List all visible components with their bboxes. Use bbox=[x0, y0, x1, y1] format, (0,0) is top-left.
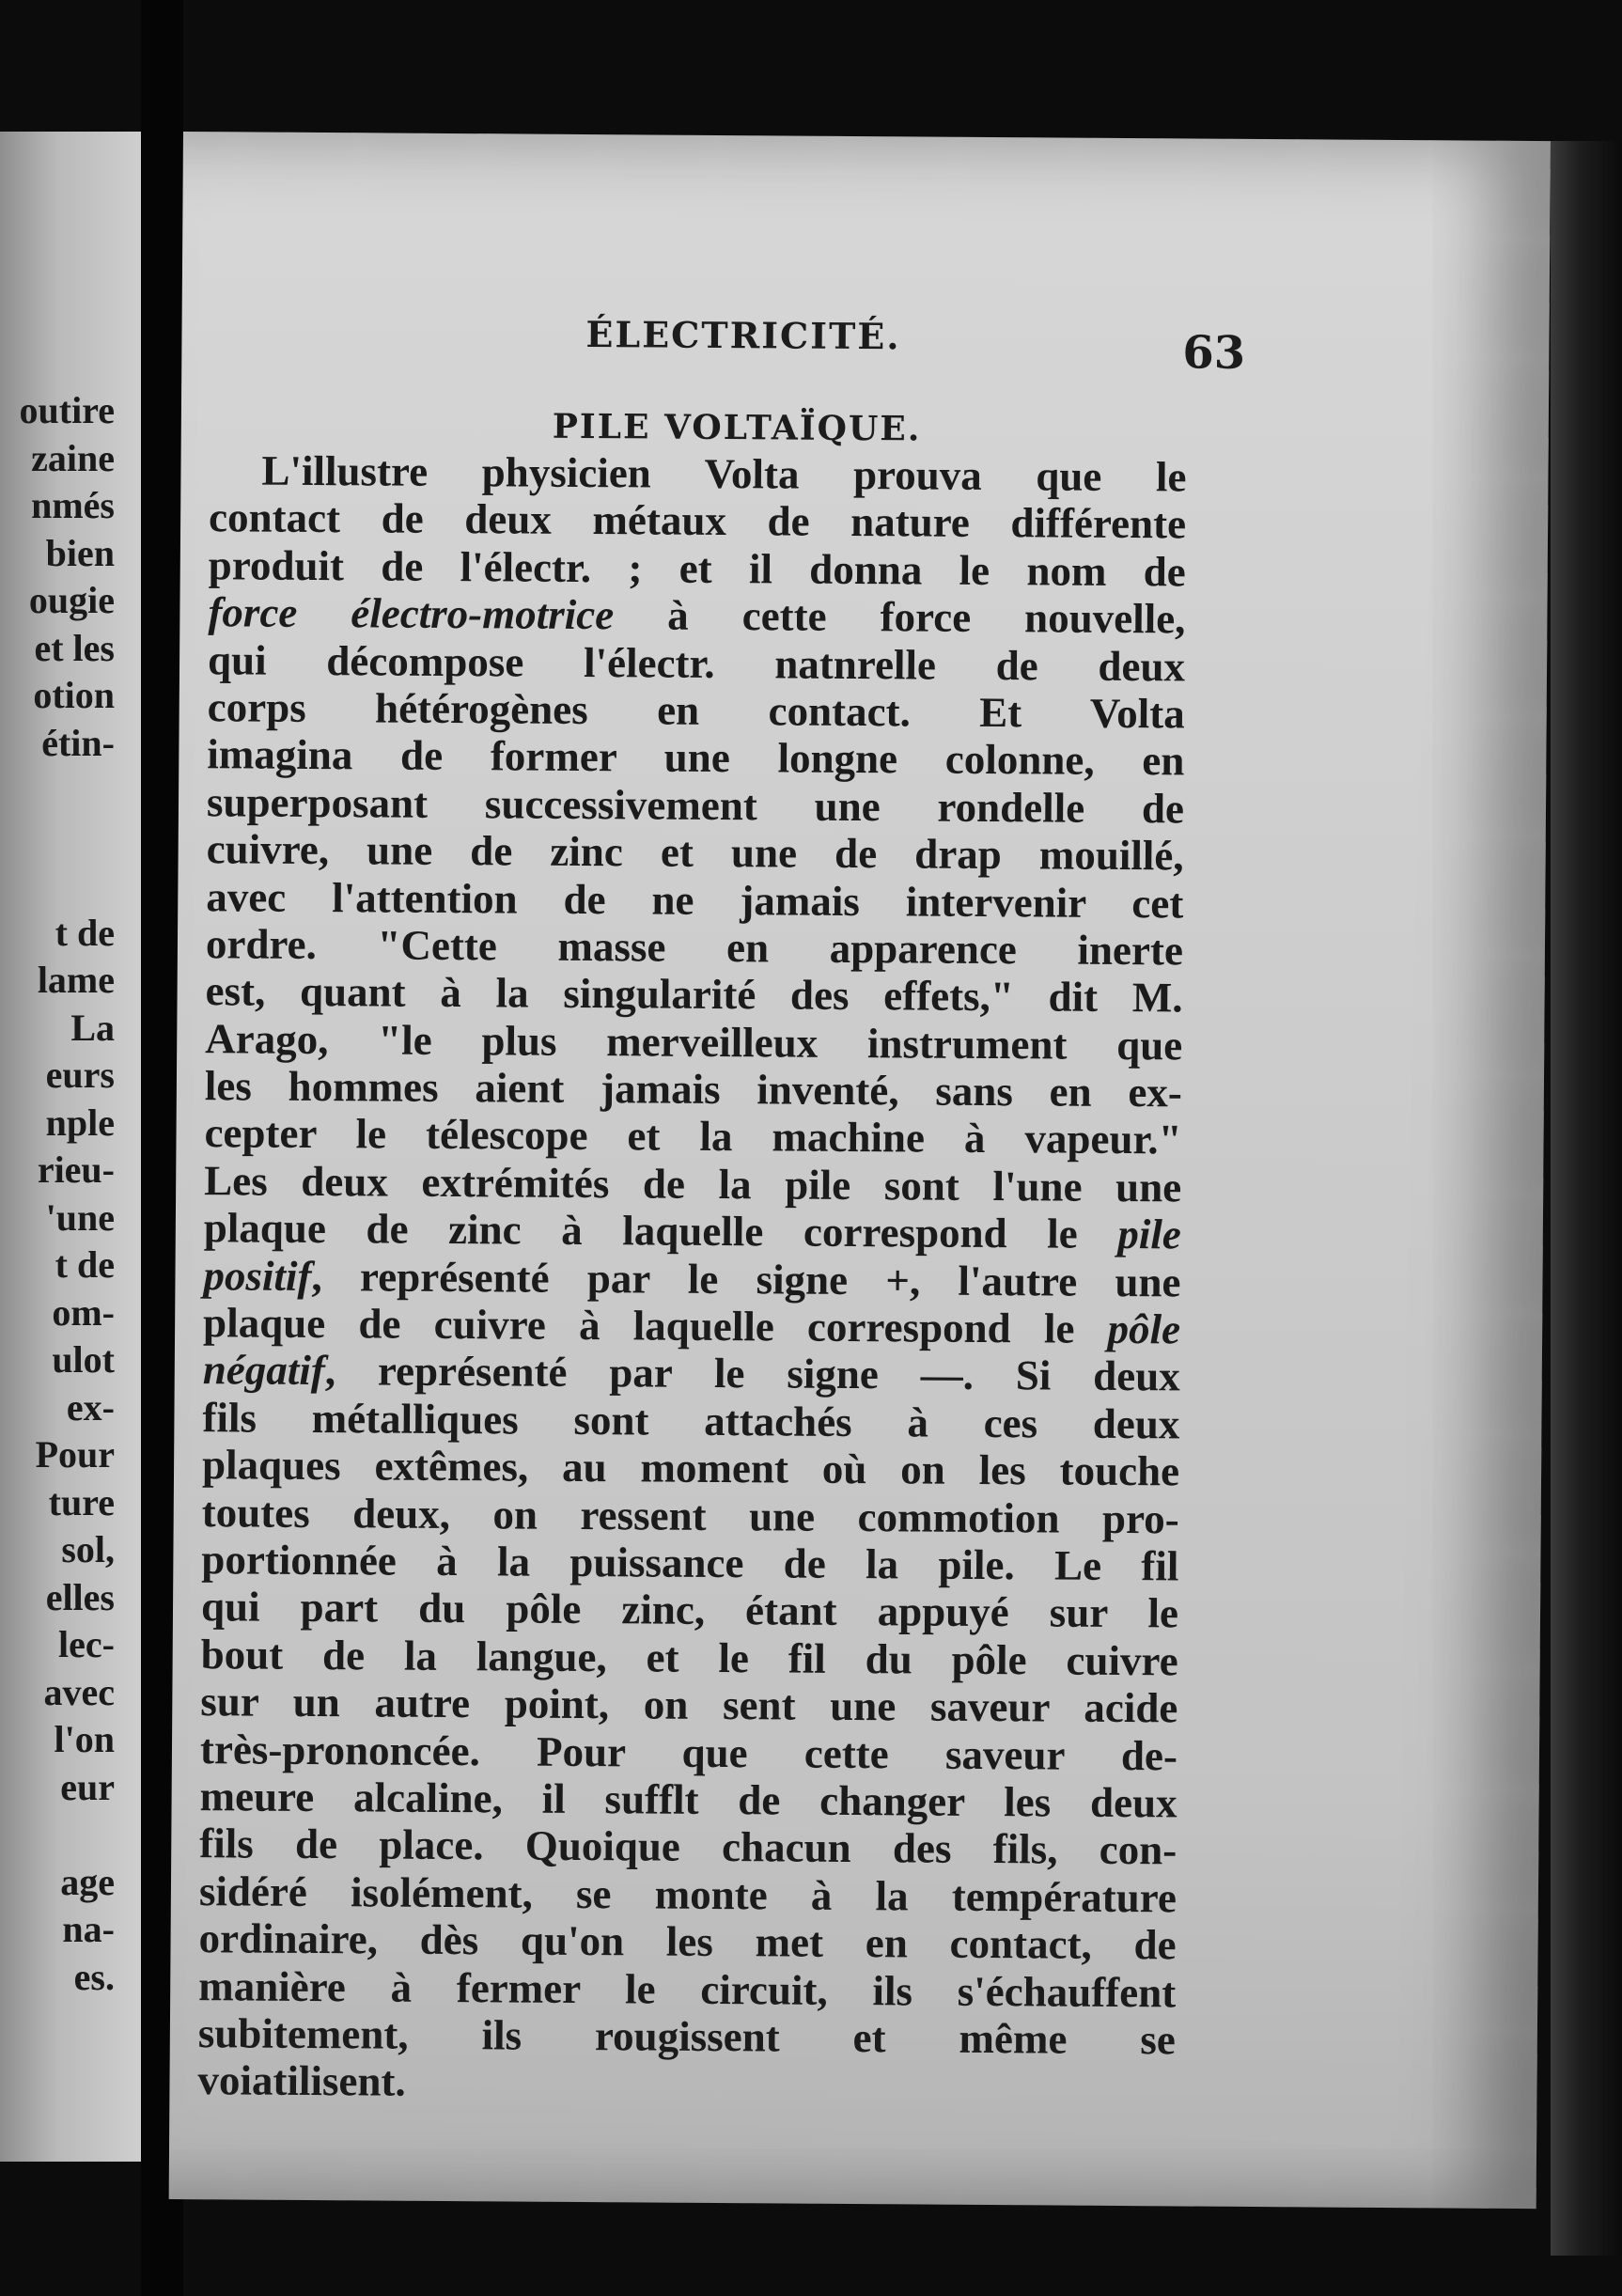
left-page-line: rieu- bbox=[37, 1148, 115, 1191]
text-line: fils de place. Quoique chacun des fils, con- bbox=[199, 1820, 1178, 1874]
text-line: est, quant à la singularité des effets," dit M. bbox=[205, 967, 1183, 1022]
left-page-line bbox=[20, 815, 115, 863]
text-line: ordinaire, dès qu'on les met en contact, de bbox=[198, 1914, 1177, 1969]
text-line: L'illustre physicien Volta prouva que le bbox=[261, 446, 1187, 501]
left-page-line: avec bbox=[43, 1670, 115, 1713]
left-page-line: ture bbox=[48, 1480, 115, 1523]
left-page-line: outire bbox=[19, 389, 115, 431]
text-line: ordre. "Cette masse en apparence inerte bbox=[205, 920, 1184, 975]
text-line: sur un autre point, on sent une saveur acide bbox=[200, 1678, 1178, 1732]
left-page-line: l'on bbox=[54, 1718, 115, 1760]
italic-term: pôle bbox=[1107, 1304, 1181, 1353]
text-line: toutes deux, on ressent une commotion pro- bbox=[201, 1488, 1179, 1543]
text-line: cuivre, une de zinc et une de drap mouillé, bbox=[206, 825, 1184, 880]
left-page-line: ougie bbox=[28, 579, 115, 621]
left-page-line: elles bbox=[45, 1575, 115, 1618]
text-fragment: , représenté par le signe +, l'autre une bbox=[311, 1252, 1181, 1306]
text-line: les hommes aient jamais inventé, sans en ex- bbox=[204, 1062, 1183, 1117]
italic-term: négatif bbox=[202, 1346, 325, 1395]
text-line: avec l'attention de ne jamais intervenir cet bbox=[206, 872, 1184, 927]
text-line bbox=[204, 1204, 1181, 1258]
left-page-line bbox=[20, 767, 115, 815]
text-line: qui décompose l'électr. natnrelle de deux bbox=[207, 635, 1186, 691]
section-title: PILE VOLTAÏQUE. bbox=[552, 406, 922, 449]
left-page bbox=[0, 132, 141, 2162]
book-page bbox=[169, 132, 1551, 2209]
page-number: 63 bbox=[1182, 326, 1246, 380]
text-line: subitement, ils rougissent et même se bbox=[197, 2009, 1177, 2064]
left-page-line: ex- bbox=[66, 1385, 115, 1429]
text-line bbox=[203, 1347, 1180, 1401]
text-line: cepter le télescope et la machine à vapeur." bbox=[204, 1109, 1182, 1164]
left-page-line: et les bbox=[34, 626, 115, 669]
text-fragment: , représenté par le signe —. Si deux bbox=[324, 1347, 1180, 1400]
left-page-line: eur bbox=[60, 1765, 115, 1808]
left-page-text bbox=[20, 387, 115, 2001]
left-page-line: otion bbox=[33, 674, 115, 716]
text-fragment: plaque de cuivre à laquelle correspond le bbox=[202, 1299, 1108, 1352]
left-page-line: La bbox=[70, 1006, 115, 1049]
text-line: manière à fermer le circuit, ils s'échauffent bbox=[198, 1961, 1177, 2016]
italic-term: force électro-motrice bbox=[208, 588, 615, 639]
italic-term: positif bbox=[203, 1251, 312, 1300]
text-line: contact de deux métaux de nature différente bbox=[208, 493, 1187, 548]
text-line: voiatilisent. bbox=[197, 2056, 406, 2105]
left-page-line: t de bbox=[55, 911, 115, 954]
left-page-line: étin- bbox=[41, 721, 115, 764]
left-page-line: na- bbox=[62, 1908, 115, 1950]
text-line: qui part du pôle zinc, étant appuyé sur le bbox=[200, 1583, 1179, 1637]
left-page-line: nple bbox=[45, 1101, 115, 1144]
text-line: meure alcaline, il sufflt de changer les deux bbox=[199, 1773, 1178, 1827]
left-page-line: Pour bbox=[35, 1433, 115, 1476]
text-line: fils métalliques sont attachés à ces deux bbox=[202, 1393, 1180, 1448]
text-fragment: à cette force nouvelle, bbox=[614, 591, 1186, 643]
text-line bbox=[203, 1252, 1180, 1306]
left-page-line: sol, bbox=[61, 1528, 115, 1570]
page-edge bbox=[1551, 141, 1622, 2256]
text-line: imagina de former une longne colonne, en bbox=[207, 730, 1185, 785]
left-page-line: bien bbox=[45, 531, 115, 574]
left-page-line: t de bbox=[55, 1243, 115, 1286]
left-page-line bbox=[20, 1811, 115, 1859]
left-page-line: lame bbox=[37, 959, 115, 1001]
text-line: produit de l'électr. ; et il donna le nom de bbox=[208, 540, 1186, 596]
left-page-line: lec- bbox=[58, 1623, 115, 1665]
left-page-line: nmés bbox=[31, 484, 115, 526]
left-page-line: om- bbox=[52, 1290, 115, 1334]
text-line: sidéré isolément, se monte à la température bbox=[198, 1866, 1178, 1922]
left-page-line: ulot bbox=[52, 1338, 115, 1381]
text-line: plaques extêmes, au moment où on les touche bbox=[201, 1441, 1180, 1495]
text-line: très-prononcée. Pour que cette saveur de- bbox=[199, 1725, 1178, 1779]
italic-term: pile bbox=[1117, 1210, 1182, 1258]
left-page-line: es. bbox=[73, 1955, 115, 1998]
text-line bbox=[208, 588, 1185, 643]
running-head: ÉLECTRICITÉ. bbox=[585, 312, 901, 358]
left-page-line: zaine bbox=[31, 436, 115, 479]
left-page-line: age bbox=[60, 1860, 115, 1903]
text-line: Les deux extrémités de la pile sont l'une une bbox=[204, 1157, 1182, 1211]
body-paragraph bbox=[197, 446, 1186, 2111]
left-page-line: eurs bbox=[45, 1054, 115, 1096]
text-line: Arago, "le plus merveilleux instrument que bbox=[205, 1014, 1183, 1070]
left-page-line: 'une bbox=[45, 1195, 115, 1239]
text-line: bout de la langue, et le fil du pôle cuivre bbox=[200, 1630, 1178, 1685]
left-page-line bbox=[20, 862, 115, 910]
text-line bbox=[203, 1299, 1180, 1353]
text-line: corps hétérogènes en contact. Et Volta bbox=[207, 683, 1185, 738]
text-line: superposant successivement une rondelle de bbox=[206, 777, 1185, 833]
text-line: portionnée à la puissance de la pile. Le fil bbox=[201, 1536, 1179, 1590]
text-fragment: plaque de zinc à laquelle correspond le bbox=[203, 1204, 1118, 1258]
